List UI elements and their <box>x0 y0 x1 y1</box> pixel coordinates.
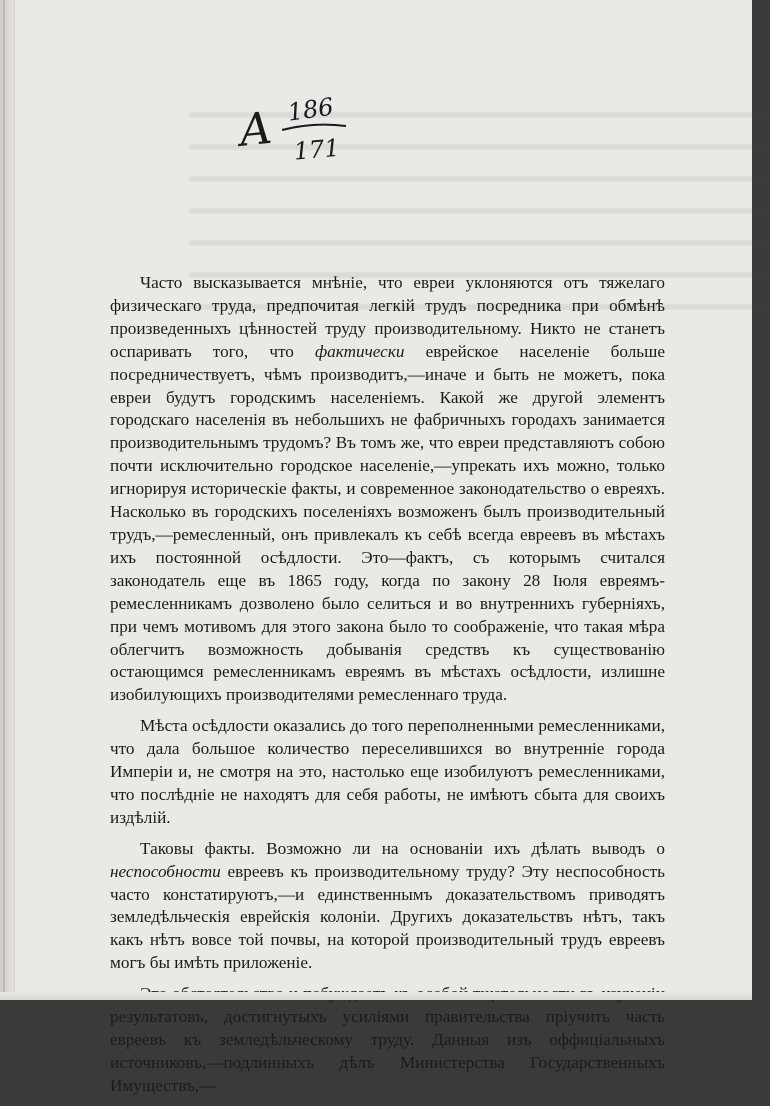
italic-emphasis: неспособности <box>110 861 221 881</box>
handwritten-shelfmark <box>238 82 358 172</box>
italic-emphasis: фактически <box>314 341 405 361</box>
paragraph <box>110 272 665 707</box>
body-text <box>110 272 665 1106</box>
shelfmark-numerator: 186 <box>285 92 336 127</box>
shelfmark-denominator: 171 <box>292 133 341 166</box>
paragraph-text: еврейское населеніе больше посредничествуетъ, чѣмъ производитъ,—иначе и быть не можетъ, пока евреи будутъ городскимъ населеніемъ. Какой же другой элементъ городскаго населенія въ небольшихъ не фабричныхъ городахъ занимается производительнымъ трудомъ? Въ томъ же, что евреи представляютъ собою почти исключительно городское населеніе,—упрекать ихъ можно, только игнорируя историческіе факты, и современное законодательство о евреяхъ. Насколько въ городскихъ поселеніяхъ возможенъ былъ производительный трудъ,—ремесленный, онъ привлекалъ къ себѣ всегда евреевъ въ мѣстахъ ихъ постоянной осѣдлости. Это—фактъ, съ которымъ считался законодатель еще въ 1865 году, когда по закону 28 Іюля евреямъ-ремесленникамъ дозволено было селиться и во внутреннихъ губерніяхъ, при чемъ мотивомъ для этого закона было то соображеніе, что такая мѣра облегчитъ возможность добыванія средствъ къ существованію остающимся ремесленникамъ евреямъ въ мѣстахъ осѣдлости, излишне изобилующихъ производителями ремесленнаго труда. <box>110 341 665 705</box>
paragraph <box>110 983 665 1098</box>
paragraph-text: Таковы факты. Возможно ли на основаніи ихъ дѣлать выводъ о <box>140 838 665 858</box>
paragraph-text: Мѣста осѣдлости оказались до того переполненными ремесленниками, что дала большое количество переселившихся во внутренніе города Имперіи и, не смотря на это, настолько еще изобилуютъ ремесленниками, что послѣдніе не находятъ для себя работы, не имѣютъ сбыта для своихъ издѣлій. <box>110 716 665 827</box>
paper-edge <box>0 0 15 1000</box>
paragraph-text: евреевъ къ производительному труду? Эту неспособность часто констатируютъ,—и единственнымъ доказательствомъ приводятъ земледѣльческія еврейскія колоніи. Другихъ доказательствъ нѣтъ, такъ какъ нѣтъ вовсе той почвы, на которой производительный трудъ евреевъ могъ бы имѣть приложеніе. <box>110 861 665 973</box>
paragraph <box>110 715 665 830</box>
shelfmark-letter: A <box>237 102 275 157</box>
paragraph-text: Часто высказывается мнѣніе, что евреи уклоняются отъ тяжелаго физическаго труда, предпочитая легкій трудъ посредника при обмѣнѣ произведенныхъ цѣнностей труду производительному. Никто не станетъ оспаривать того, что <box>110 273 665 361</box>
paragraph <box>110 838 665 975</box>
paragraph-text: результатовъ, достигнутыхъ усиліями правительства пріучить часть евреевъ къ земледѣльческому труду. Данныя изъ оффиціальныхъ источниковъ,—подлинныхъ дѣлъ Министерства Государственныхъ Имуществъ,— <box>110 1007 665 1095</box>
page-bottom-edge <box>0 992 752 1000</box>
